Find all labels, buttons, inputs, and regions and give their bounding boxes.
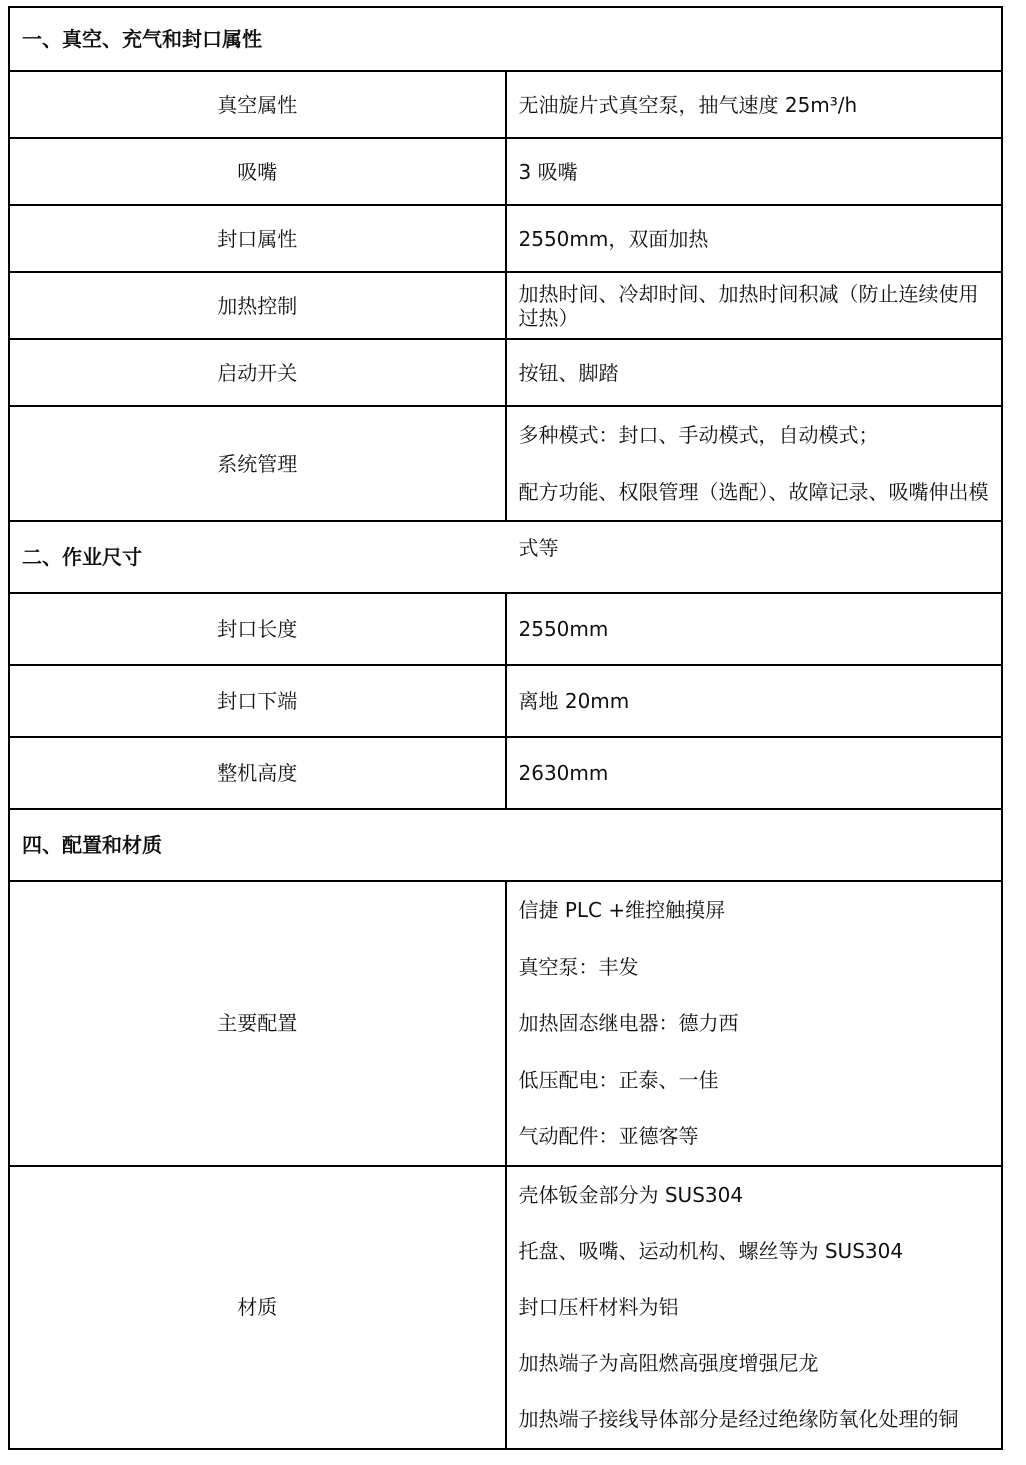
row-label: 系统管理	[9, 406, 506, 521]
section-header-row	[9, 7, 1002, 71]
value-line: 低压配电：正泰、一佳	[518, 1067, 719, 1092]
row-value: 无油旋片式真空泵，抽气速度 25m³/h	[506, 71, 1003, 138]
row-label: 主要配置	[9, 881, 506, 1166]
section-title: 四、配置和材质	[9, 809, 1002, 881]
table-row	[9, 138, 1002, 205]
table-row	[9, 593, 1002, 665]
section-title: 二、作业尺寸	[9, 521, 1002, 593]
value-line: 信捷 PLC +维控触摸屏	[518, 898, 726, 922]
section-title: 一、真空、充气和封口属性	[9, 7, 1002, 71]
value-line: 多种模式：封口、手动模式，自动模式；	[518, 423, 879, 447]
table-row	[9, 205, 1002, 272]
value-line: 真空泵：丰发	[518, 954, 639, 979]
row-value	[506, 1166, 1003, 1449]
section-header-row	[9, 521, 1002, 593]
row-value: 2550mm	[506, 593, 1003, 665]
row-value: 加热时间、冷却时间、加热时间积减（防止连续使用过热）	[506, 272, 1003, 339]
table-row	[9, 272, 1002, 339]
table-row	[9, 737, 1002, 809]
table-row	[9, 406, 1002, 521]
row-label: 材质	[9, 1166, 506, 1449]
row-value	[506, 406, 1003, 560]
row-label: 加热控制	[9, 272, 506, 339]
row-label: 整机高度	[9, 737, 506, 809]
value-line: 配方功能、权限管理（选配）、故障记录、吸嘴伸出模式等	[518, 479, 989, 560]
row-value: 2630mm	[506, 737, 1003, 809]
row-label: 封口下端	[9, 665, 506, 737]
table-row	[9, 881, 1002, 1166]
row-label: 封口长度	[9, 593, 506, 665]
row-label: 启动开关	[9, 339, 506, 406]
value-line: 加热端子接线导体部分是经过绝缘防氧化处理的铜	[518, 1407, 959, 1431]
value-line: 封口压杆材料为铝	[518, 1295, 679, 1319]
row-label: 封口属性	[9, 205, 506, 272]
row-label: 真空属性	[9, 71, 506, 138]
value-line: 气动配件：亚德客等	[518, 1124, 699, 1148]
row-value: 2550mm，双面加热	[506, 205, 1003, 272]
section-header-row	[9, 809, 1002, 881]
value-line: 加热端子为高阻燃高强度增强尼龙	[518, 1351, 819, 1375]
spec-table	[8, 6, 1003, 1450]
row-value: 按钮、脚踏	[506, 339, 1003, 406]
value-line: 壳体钣金部分为 SUS304	[518, 1183, 744, 1207]
table-row	[9, 1166, 1002, 1449]
table-row	[9, 71, 1002, 138]
table-row	[9, 339, 1002, 406]
row-value: 3 吸嘴	[506, 138, 1003, 205]
row-label: 吸嘴	[9, 138, 506, 205]
row-value	[506, 881, 1003, 1166]
table-row	[9, 665, 1002, 737]
value-line: 加热固态继电器：德力西	[518, 1011, 739, 1035]
value-line: 托盘、吸嘴、运动机构、螺丝等为 SUS304	[518, 1239, 904, 1263]
row-value: 离地 20mm	[506, 665, 1003, 737]
